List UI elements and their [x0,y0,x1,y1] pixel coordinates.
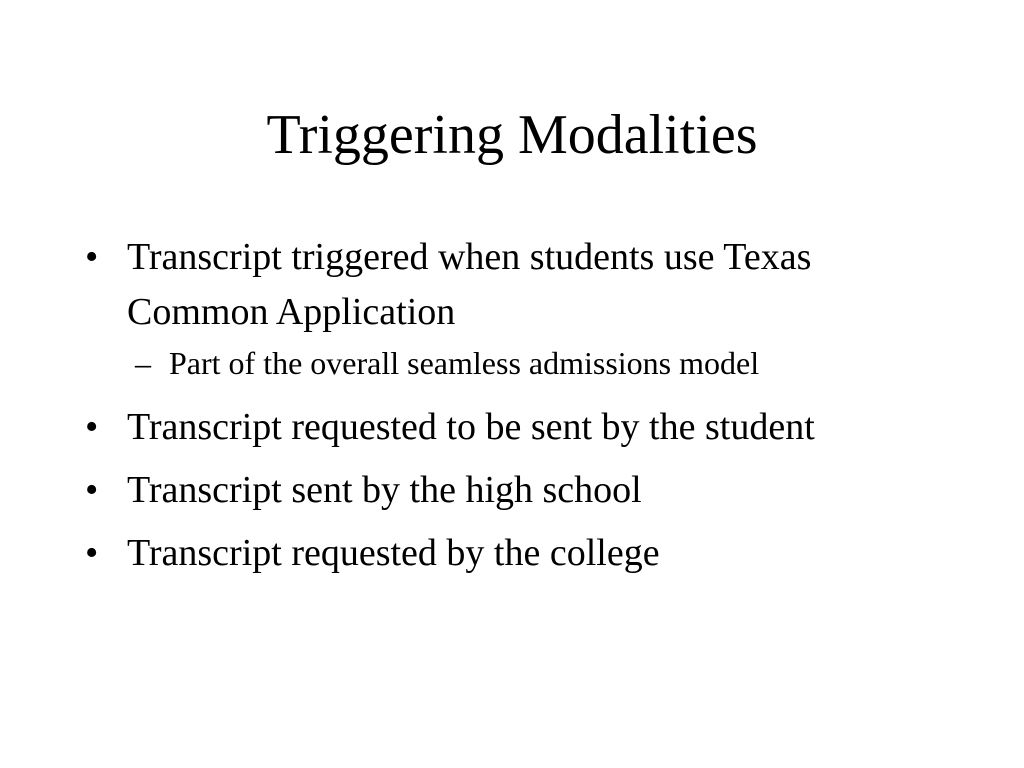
bullet-text: Transcript requested by the college [127,532,660,574]
slide-title: Triggering Modalities [266,104,758,166]
bullet-text: Transcript triggered when students use Texas Common Application [127,236,812,333]
bullet-item [85,230,945,392]
dash-icon: – [135,345,151,381]
sub-bullet-text: Part of the overall seamless admissions model [169,345,760,381]
bullet-item [85,400,945,455]
bullet-icon: • [85,236,99,278]
bullet-icon: • [85,532,99,574]
sub-bullet-list [127,334,945,392]
bullet-list [85,230,945,589]
bullet-text: Transcript sent by the high school [127,469,642,511]
bullet-text: Transcript requested to be sent by the student [127,406,815,448]
bullet-item [85,463,945,518]
sub-bullet-item [127,334,945,392]
bullet-icon: • [85,469,99,511]
bullet-icon: • [85,406,99,448]
bullet-item [85,526,945,581]
